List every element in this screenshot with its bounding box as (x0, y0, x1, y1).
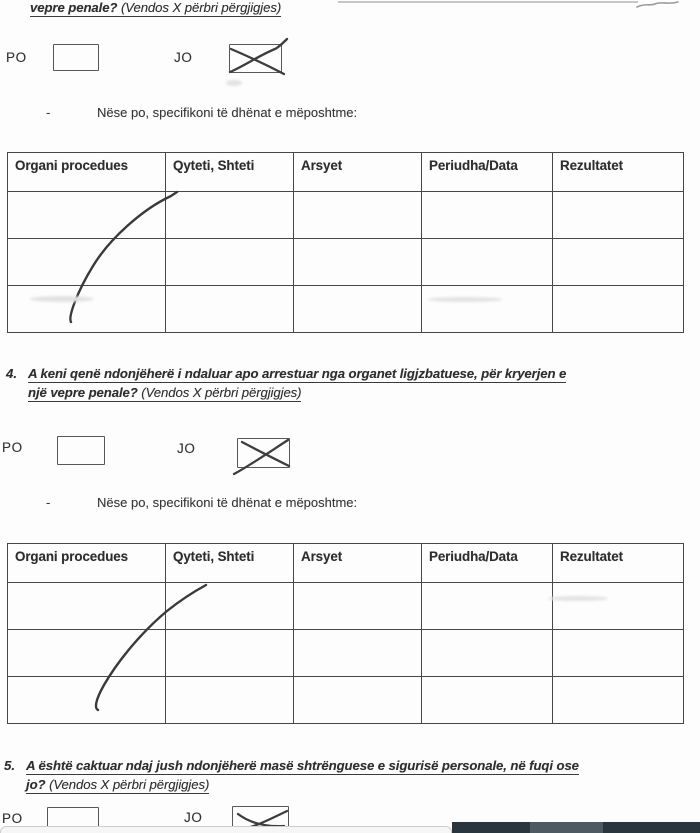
po-label-q4: PO (2, 440, 23, 455)
table-cell[interactable] (166, 192, 294, 239)
table-cell[interactable] (294, 630, 422, 677)
note-text: Nëse po, specifikoni të dhënat e mëposhtme: (97, 105, 358, 120)
question-3-end-text: vepre penale? (30, 0, 118, 15)
po-label-q5: PO (2, 811, 23, 826)
record-table-q3 (7, 152, 683, 330)
note-dash: - (46, 105, 51, 120)
question-5-line2-text: jo? (26, 777, 46, 792)
table-header-row (8, 544, 684, 583)
jo-label-q3: JO (174, 50, 193, 65)
question-5-number: 5. (4, 758, 15, 773)
x-mark-icon (230, 431, 298, 477)
table-cell[interactable] (553, 286, 684, 333)
table-header-cell: Periudha/Data (422, 544, 553, 583)
question-4-hint: (Vendos X përbri përgjigjes) (141, 385, 302, 400)
note-dash: - (46, 495, 51, 510)
scan-speckle (548, 596, 608, 601)
table-header-cell: Organi procedues (8, 544, 166, 583)
jo-label-q4: JO (177, 441, 196, 456)
table-row (8, 286, 684, 333)
bottom-bar-light-strip[interactable] (0, 826, 452, 833)
table-cell[interactable] (166, 239, 294, 286)
table-cell[interactable] (422, 630, 553, 677)
question-3-fragment (30, 0, 281, 17)
table-row (8, 677, 684, 724)
bottom-bar-dark-segment[interactable] (452, 822, 700, 833)
table-cell[interactable] (553, 192, 684, 239)
table-cell[interactable] (422, 192, 553, 239)
table-header-cell: Qyteti, Shteti (166, 153, 294, 192)
question-4-number: 4. (6, 366, 17, 381)
table-cell[interactable] (553, 677, 684, 724)
table-header-cell: Periudha/Data (422, 153, 553, 192)
question-3-hint: (Vendos X përbri përgjigjes) (120, 0, 282, 15)
table-cell[interactable] (294, 192, 422, 239)
question-4-line2 (28, 385, 301, 402)
question-4-line2-text: një vepre penale? (28, 385, 138, 400)
question-5-line1: A është caktuar ndaj jush ndonjëherë masë shtrënguese e sigurisë personale, në fuqi ose (26, 758, 579, 773)
table-cell[interactable] (166, 630, 294, 677)
table-cell[interactable] (553, 583, 684, 630)
table-cell[interactable] (422, 239, 553, 286)
record-table-q4 (7, 543, 683, 721)
record-table-q3-grid (7, 152, 684, 333)
table-cell[interactable] (8, 286, 166, 333)
table-cell[interactable] (8, 239, 166, 286)
table-cell[interactable] (166, 583, 294, 630)
table-cell[interactable] (422, 583, 553, 630)
table-header-cell: Organi procedues (8, 153, 166, 192)
table-cell[interactable] (294, 239, 422, 286)
po-label-q3: PO (6, 50, 27, 65)
table-row (8, 239, 684, 286)
table-cell[interactable] (294, 583, 422, 630)
cutoff-underline-remnant (338, 1, 638, 3)
question-4-line1: A keni qenë ndonjëherë i ndaluar apo arrestuar nga organet ligjzbatuese, për kryerjen e (28, 366, 567, 381)
table-cell[interactable] (553, 239, 684, 286)
question-5-hint: (Vendos X përbri përgjigjes) (49, 777, 210, 792)
table-row (8, 192, 684, 239)
scan-speckle (428, 297, 502, 302)
table-header-cell: Arsyet (294, 153, 422, 192)
table-row (8, 630, 684, 677)
table-cell[interactable] (8, 192, 166, 239)
scan-speckle (226, 80, 242, 86)
scan-squiggle-mark (636, 0, 682, 10)
table-cell[interactable] (166, 677, 294, 724)
record-table-q4-grid (7, 543, 684, 724)
table-header-cell: Arsyet (294, 544, 422, 583)
po-checkbox-q4[interactable] (57, 436, 105, 465)
table-cell[interactable] (553, 630, 684, 677)
scan-speckle (30, 296, 94, 302)
table-header-cell: Rezultatet (553, 544, 684, 583)
table-cell[interactable] (8, 677, 166, 724)
note-text: Nëse po, specifikoni të dhënat e mëposhtme: (97, 495, 358, 510)
table-row (8, 583, 684, 630)
po-checkbox-q3[interactable] (53, 44, 99, 71)
question-5-line2 (26, 777, 209, 794)
table-cell[interactable] (422, 677, 553, 724)
table-cell[interactable] (8, 583, 166, 630)
table-cell[interactable] (294, 286, 422, 333)
table-header-cell: Rezultatet (553, 153, 684, 192)
jo-label-q5: JO (184, 810, 203, 825)
table-cell[interactable] (422, 286, 553, 333)
bottom-bar-mid-segment[interactable] (530, 822, 603, 833)
x-mark-icon (223, 37, 289, 81)
table-header-row (8, 153, 684, 192)
table-cell[interactable] (8, 630, 166, 677)
table-cell[interactable] (294, 677, 422, 724)
table-cell[interactable] (166, 286, 294, 333)
table-header-cell: Qyteti, Shteti (166, 544, 294, 583)
